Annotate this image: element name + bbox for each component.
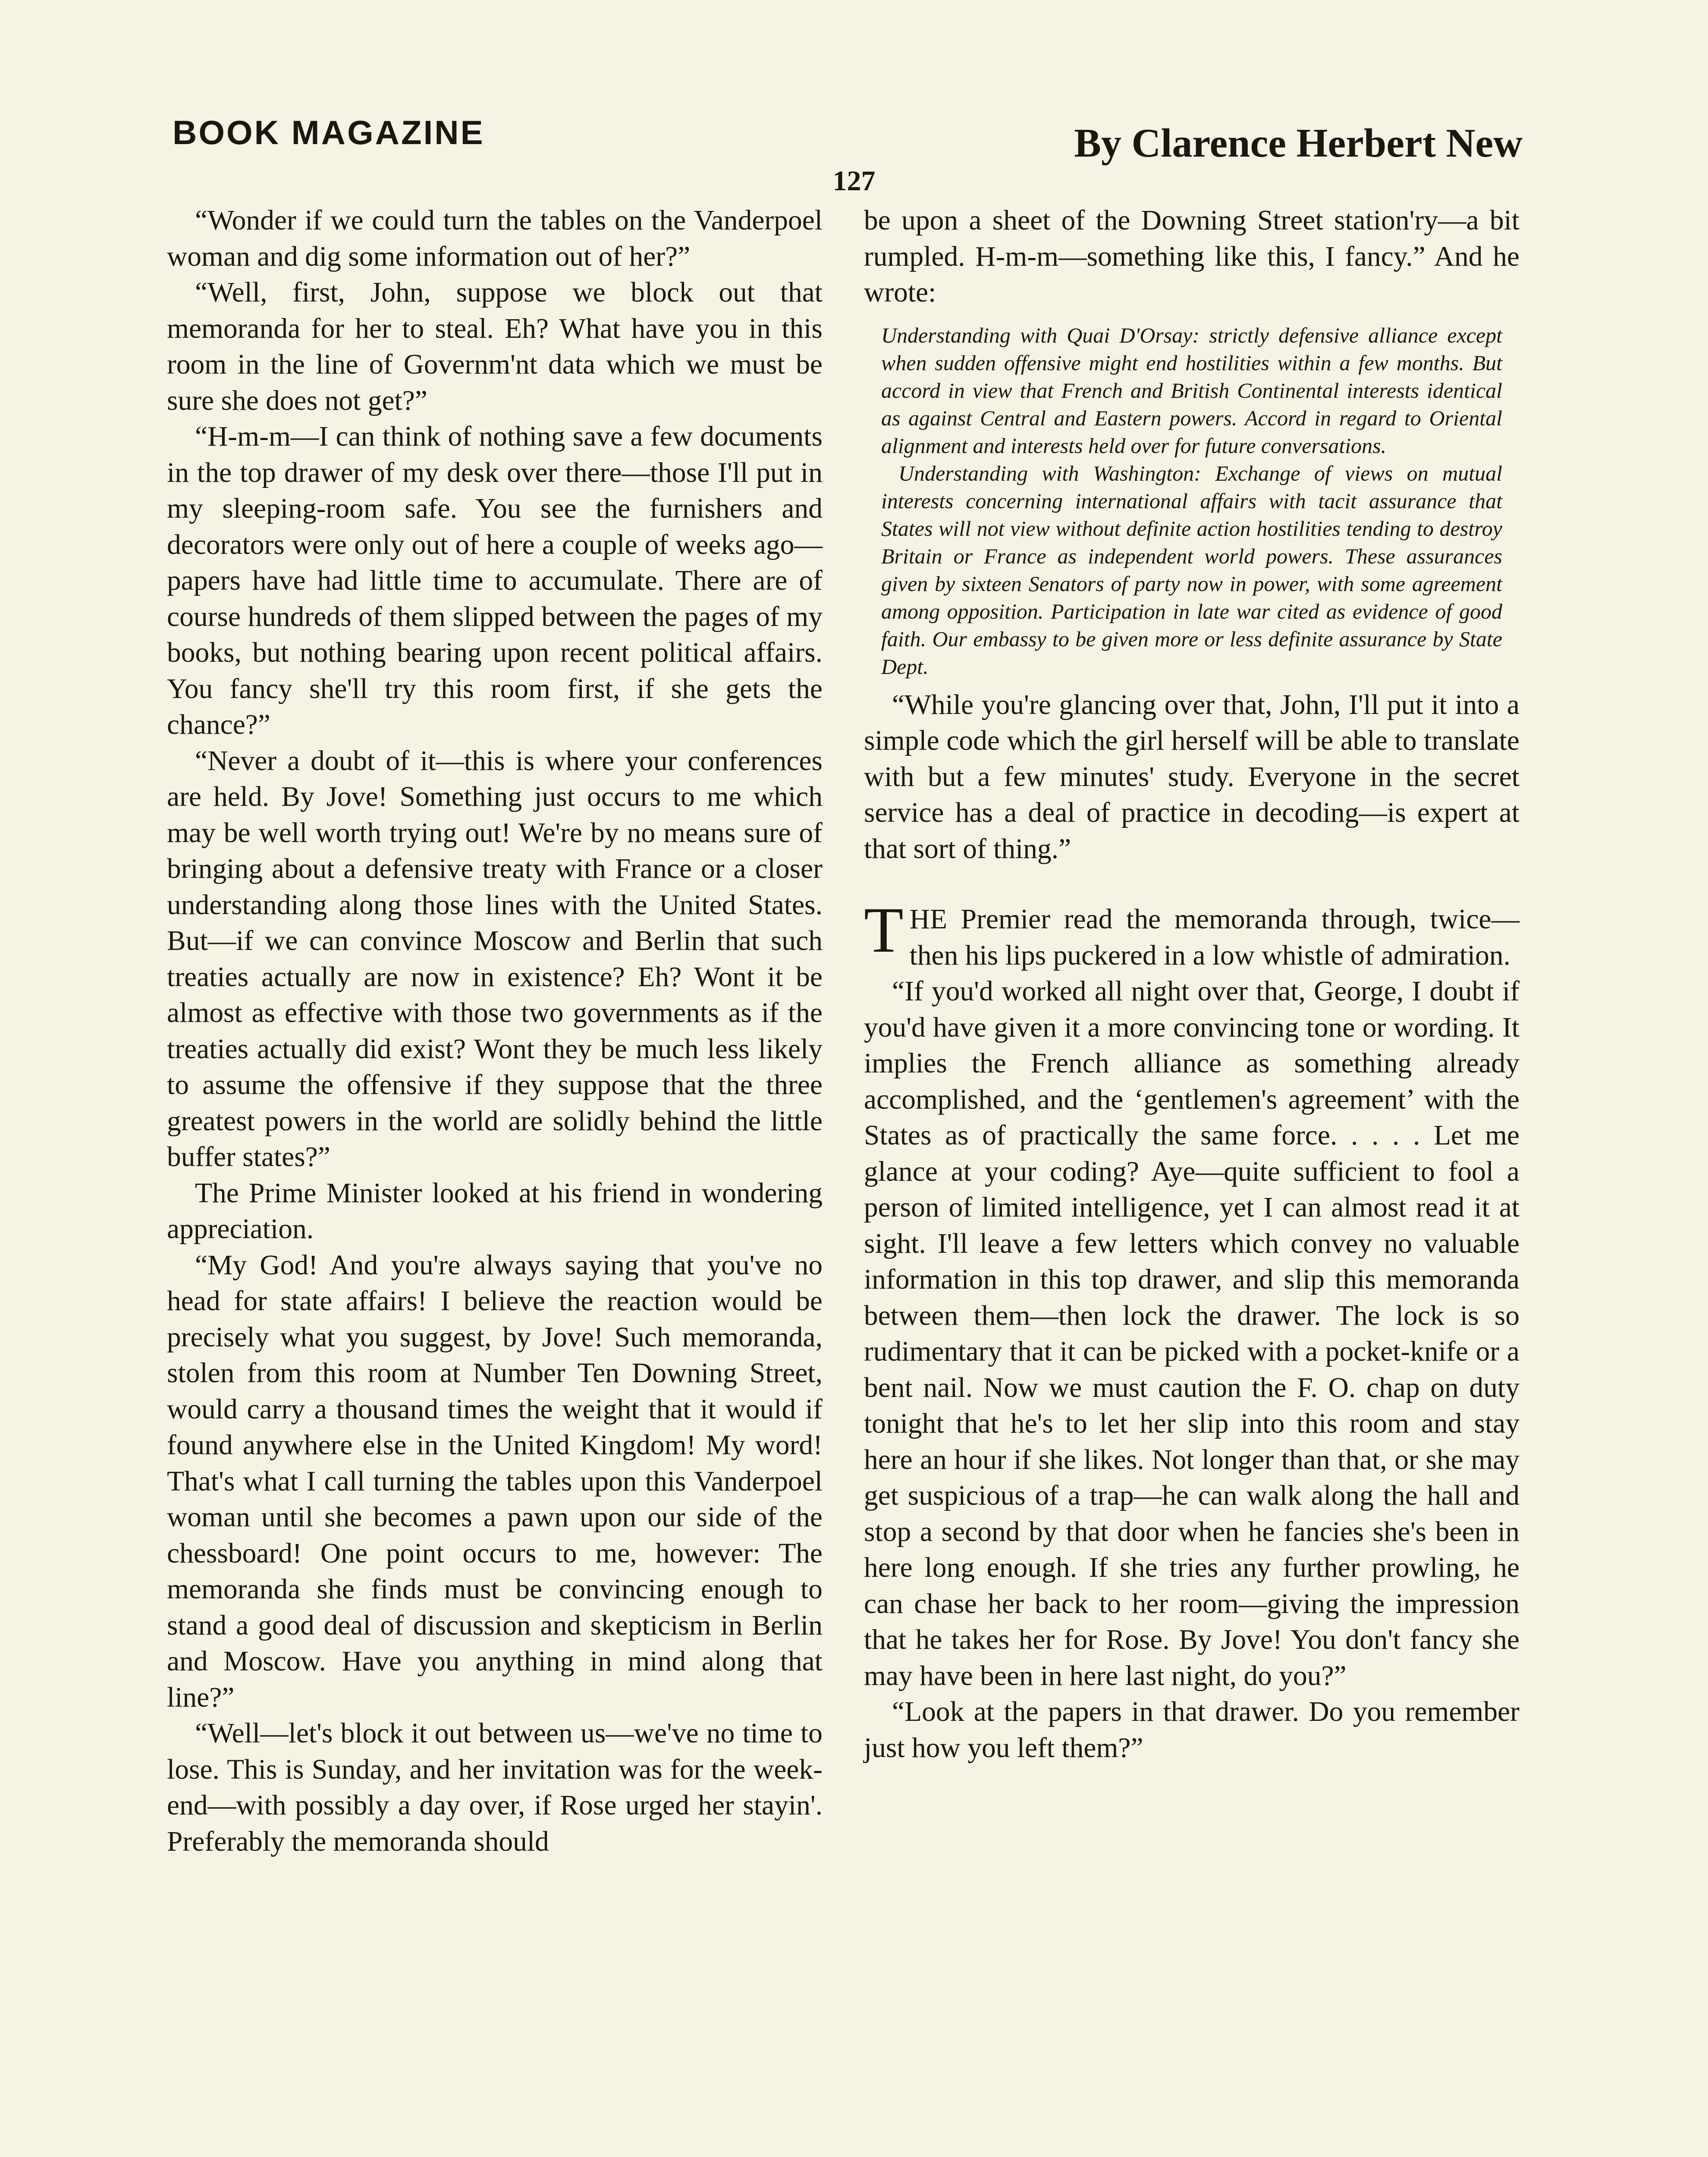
paragraph-continuation: be upon a sheet of the Downing Street station'ry—a bit rumpled. H-m-m—something like this, I fancy.” And he wrote: bbox=[864, 205, 1520, 308]
paragraph: “Wonder if we could turn the tables on the Vanderpoel woman and dig some information out of her?” bbox=[167, 205, 823, 272]
magazine-title: BOOK MAGAZINE bbox=[173, 113, 485, 151]
memo-paragraph: Understanding with Quai D'Orsay: strictly defensive alliance except when sudden offensive might end hostilities within a few months. But accord in view that French and British Continental interests identical as against Central and Eastern powers. Accord in regard to Oriental alignment and interests held over for future conversations. bbox=[881, 323, 1502, 458]
section-opening-paragraph bbox=[864, 894, 1520, 974]
right-column bbox=[864, 203, 1520, 1766]
drop-cap: T bbox=[864, 894, 904, 966]
paragraph: “If you'd worked all night over that, George, I doubt if you'd have given it a more convincing tone or wording. It implies the French alliance as something already accomplished, and the ‘gentlemen's agreement’ with the States as of practically the same force. . . . . Let me glance at your coding? Aye—quite sufficient to fool a person of limited intelligence, yet I can almost read it at sight. I'll leave a few letters which convey no valuable information in this top drawer, and slip this memoranda between them—then lock the drawer. The lock is so rudimentary that it can be picked with a pocket-knife or a bent nail. Now we must caution the F. O. chap on duty tonight that he's to let her slip into this room and stay here an hour if she likes. Not longer than that, or she may get suspicious of a trap—he can walk along the hall and stop a second by that door when he fancies she's been in here long enough. If she tries any further prowling, he can chase her back to her room—giving the impression that he takes her for Rose. By Jove! You don't fancy she may have been in here last night, do you?” bbox=[864, 976, 1520, 1692]
paragraph: “H-m-m—I can think of nothing save a few documents in the top drawer of my desk over there—those I'll put in my sleeping-room safe. You see the furnishers and decorators were only out of here a couple of weeks ago—papers have had little time to accumulate. There are of course hundreds of them slipped between the pages of my books, but nothing bearing upon recent political affairs. You fancy she'll try this room first, if she gets the chance?” bbox=[167, 421, 823, 740]
page-number: 127 bbox=[832, 165, 876, 197]
paragraph: “While you're glancing over that, John, I'll put it into a simple code which the girl herself will be able to translate with but a few minutes' study. Everyone in the secret service has a deal of practice in decoding—is expert at that sort of thing.” bbox=[864, 689, 1520, 865]
memoranda-block bbox=[864, 321, 1520, 680]
paragraph: “My God! And you're always saying that you've no head for state affairs! I believe the reaction would be precisely what you suggest, by Jove! Such memoranda, stolen from this room at Number Ten Downing Street, would carry a thousand times the weight that it would if found anywhere else in the United Kingdom! My word! That's what I call turning the tables upon this Vanderpoel woman until she becomes a pawn upon our side of the chessboard! One point occurs to me, however: The memoranda she finds must be convincing enough to stand a good deal of discussion and skepticism in Berlin and Moscow. Have you anything in mind along that line?” bbox=[167, 1249, 823, 1713]
section-break bbox=[864, 867, 1520, 902]
paragraph: “Look at the papers in that drawer. Do you remember just how you left them?” bbox=[864, 1696, 1520, 1764]
paragraph: “Well—let's block it out between us—we've no time to lose. This is Sunday, and her invitation was for the week-end—with possibly a day over, if Rose urged her stayin'. Preferably the memoranda should bbox=[167, 1718, 823, 1857]
section-opening-text: HE Premier read the memoranda through, twice—then his lips puckered in a low whistle of admiration. bbox=[909, 904, 1520, 971]
paragraph: “Well, first, John, suppose we block out that memoranda for her to steal. Eh? What have you in this room in the line of Governm'nt data which we must be sure she does not get?” bbox=[167, 277, 823, 416]
left-column bbox=[167, 203, 823, 1860]
author-byline: By Clarence Herbert New bbox=[1074, 121, 1523, 166]
memo-paragraph: Understanding with Washington: Exchange of views on mutual interests concerning international affairs with tacit assurance that States will not view without definite action hostilities tending to destroy Britain or France as independent world powers. These assurances given by sixteen Senators of party now in power, with some agreement among opposition. Participation in late war cited as evidence of good faith. Our embassy to be given more or less definite assurance by State Dept. bbox=[881, 461, 1502, 679]
page-header bbox=[173, 113, 1523, 166]
paragraph: “Never a doubt of it—this is where your conferences are held. By Jove! Something just occurs to me which may be well worth trying out! We're by no means sure of bringing about a defensive treaty with France or a closer understanding along those lines with the United States. But—if we can convince Moscow and Berlin that such treaties actually are now in existence? Eh? Wont it be almost as effective with those two governments as if the treaties actually did exist? Wont they be much less likely to assume the offensive if they suppose that the three greatest powers in the world are solidly behind the little buffer states?” bbox=[167, 745, 823, 1173]
paragraph: The Prime Minister looked at his friend in wondering appreciation. bbox=[167, 1177, 823, 1245]
